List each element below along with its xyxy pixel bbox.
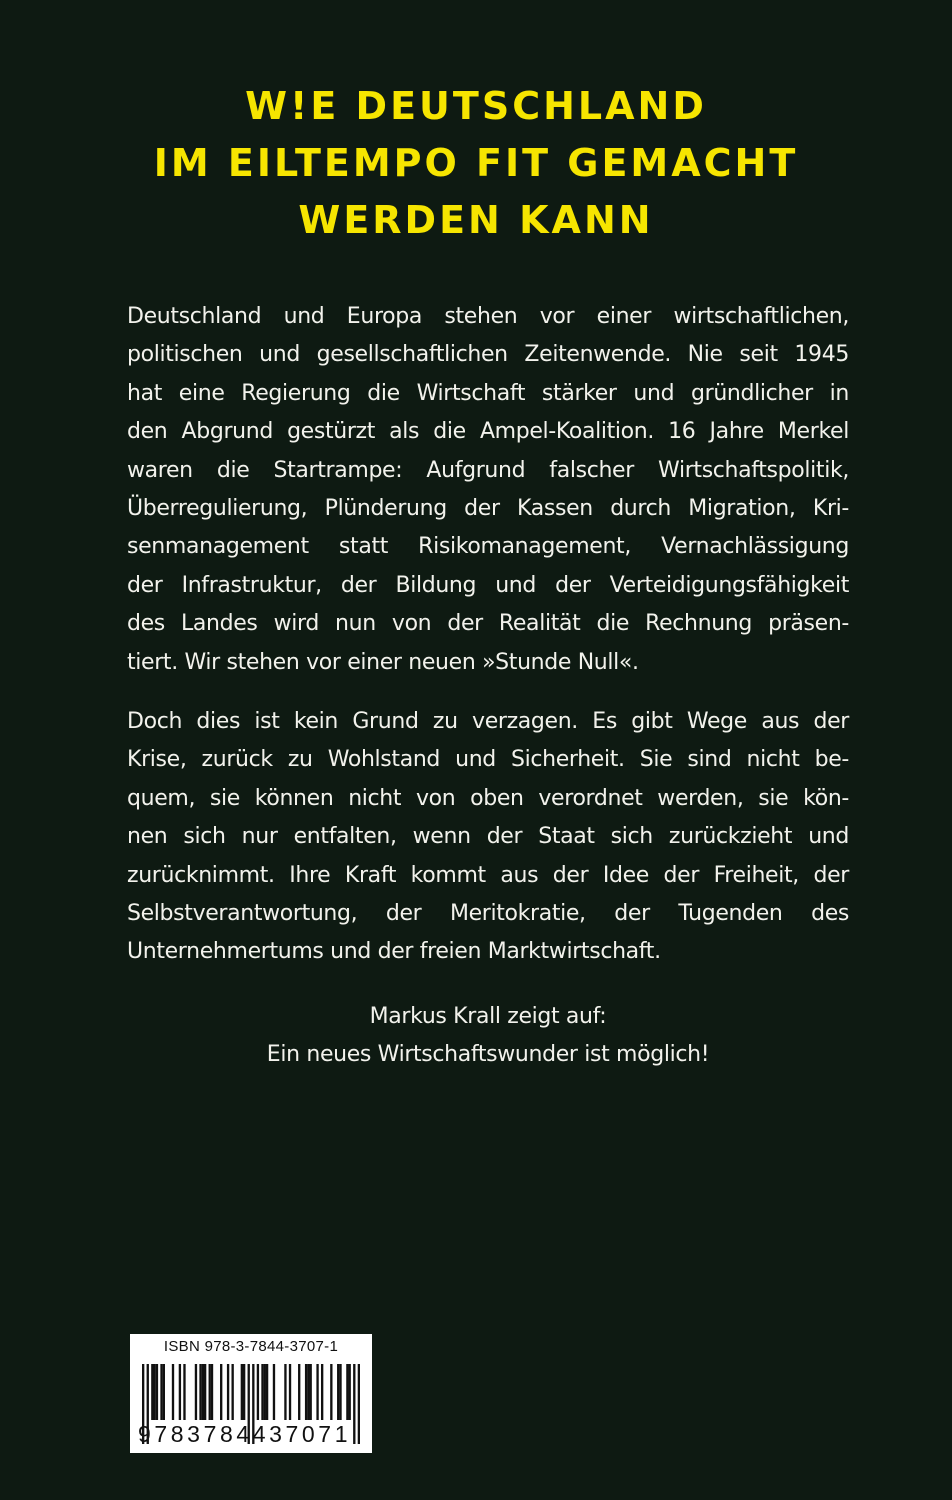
barcode-bar [289,1364,291,1420]
paragraph-line: Doch dies ist kein Grund zu verzagen. Es gibt Wege aus der [127,709,849,734]
barcode-bar [227,1364,229,1420]
closing-statement [0,998,952,1074]
headline-line-1: W!E DEUTSCHLAND [245,84,707,128]
barcode-bar [349,1364,351,1420]
barcode-bar [163,1364,165,1420]
paragraph-line: Deutschland und Europa stehen vor einer wirtschaftlichen, [127,304,849,329]
barcode-bar [316,1364,318,1420]
barcode-bar [310,1364,312,1420]
headline-line-2: IM EILTEMPO FIT GEMACHT [153,141,799,185]
barcode-bar [330,1364,332,1420]
paragraph-line: quem, sie können nicht von oben verordnet werden, sie kön- [127,785,849,811]
isbn-barcode [130,1334,372,1453]
closing-line-1: Markus Krall zeigt auf: [369,1004,607,1029]
barcode-bar [195,1364,197,1420]
barcode-bar [220,1364,222,1420]
isbn-label: ISBN 978-3-7844-3707-1 [163,1338,339,1355]
barcode-bar [209,1364,211,1420]
barcode-bar [264,1364,266,1420]
paragraph-1 [127,298,849,682]
barcode-bar [179,1364,181,1420]
barcode-bar [273,1364,275,1420]
barcode-bar [339,1364,341,1420]
paragraph-line: senmanagement statt Risikomanagement, Vernachlässigung [127,534,849,560]
barcode-bar [321,1364,323,1420]
paragraph-line: der Infrastruktur, der Bildung und der Verteidigungsfähigkeit [127,572,849,598]
paragraph-2 [127,703,849,972]
barcode-bar [172,1364,174,1420]
barcode-bar [337,1364,339,1420]
barcode-bar [211,1364,213,1420]
paragraph-line: Überregulierung, Plünderung der Kassen durch Migration, Kri- [127,496,849,522]
ean-digits: 9783784437071 [138,1421,352,1447]
paragraph-line: politischen und gesellschaftlichen Zeitenwende. Nie seit 1945 [127,342,849,368]
barcode-bar [183,1364,185,1420]
barcode-bar [204,1364,206,1420]
paragraph-line: Selbstverantwortung, der Meritokratie, der Tugenden des [127,901,849,927]
paragraph-line: hat eine Regierung die Wirtschaft stärker und gründlicher in [127,380,849,406]
barcode-bar [153,1364,155,1420]
barcode-bar [160,1364,162,1420]
barcode-bar [284,1364,286,1420]
barcode-bar [298,1364,300,1420]
barcode-bar [241,1364,243,1420]
paragraph-line: Unternehmertums und der freien Marktwirtschaft. [127,939,661,965]
barcode-bar [151,1364,153,1420]
paragraph-line: tiert. Wir stehen vor einer neuen »Stunde Null«. [127,649,639,675]
barcode-bar [199,1364,201,1420]
paragraph-line: Krise, zurück zu Wohlstand und Sicherheit. Sie sind nicht be- [127,747,849,773]
barcode-bar [231,1364,233,1420]
paragraph-line: nen sich nur entfalten, wenn der Staat sich zurückzieht und [127,824,849,850]
barcode-bar [305,1364,307,1420]
barcode-bar [266,1364,268,1420]
barcode-bar [261,1364,263,1420]
barcode-bar [243,1364,245,1420]
paragraph-line: waren die Startrampe: Aufgrund falscher Wirtschaftspolitik, [127,457,849,483]
closing-line-2: Ein neues Wirtschaftswunder ist möglich! [266,1042,710,1067]
headline [0,78,952,249]
barcode-bar [346,1364,348,1420]
barcode-bar [307,1364,309,1420]
headline-line-3: WERDEN KANN [298,198,654,242]
paragraph-line: des Landes wird nun von der Realität die Rechnung präsen- [127,611,849,637]
barcode-bar [156,1364,158,1420]
barcode-bar [257,1364,259,1420]
paragraph-line: zurücknimmt. Ihre Kraft kommt aus der Idee der Freiheit, der [127,862,849,888]
paragraph-line: den Abgrund gestürzt als die Ampel-Koalition. 16 Jahre Merkel [127,419,849,445]
barcode-bar [202,1364,204,1420]
